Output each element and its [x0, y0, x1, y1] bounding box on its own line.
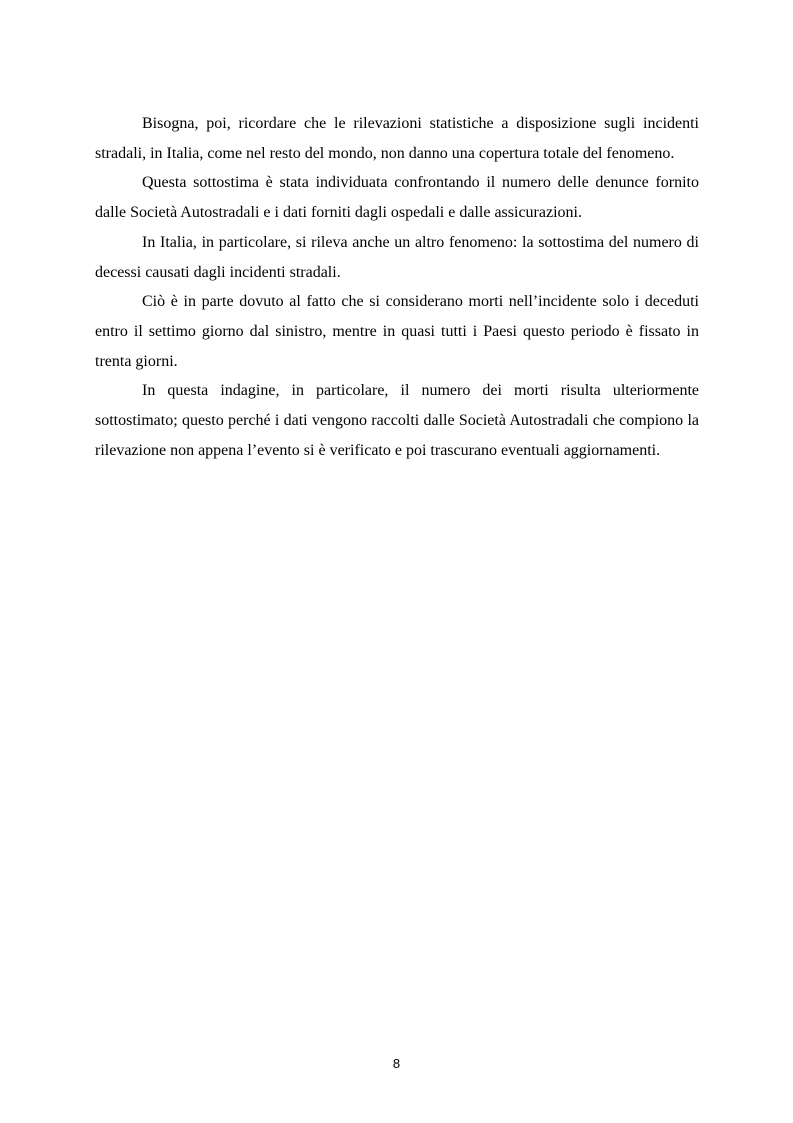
paragraph-2: Questa sottostima è stata individuata confrontando il numero delle denunce fornito dalle Società Autostradali e i dati forniti dagli ospedali e dalle assicurazioni. — [95, 174, 699, 222]
page-number: 8 — [392, 1056, 401, 1071]
paragraph-1: Bisogna, poi, ricordare che le rilevazioni statistiche a disposizione sugli incidenti stradali, in Italia, come nel resto del mondo, non danno una copertura totale del fenomeno. — [95, 115, 699, 162]
paragraph-5: In questa indagine, in particolare, il numero dei morti risulta ulteriormente sottostimato; questo perché i dati vengono raccolti dalle Società Autostradali che compiono la rilevazione non appena l’evento si è verificato e poi trascurano eventuali aggiornamenti. — [95, 382, 699, 459]
body-text — [95, 109, 699, 465]
paragraph-3: In Italia, in particolare, si rileva anche un altro fenomeno: la sottostima del numero di decessi causati dagli incidenti stradali. — [95, 233, 699, 281]
paragraph-4: Ciò è in parte dovuto al fatto che si considerano morti nell’incidente solo i deceduti entro il settimo giorno dal sinistro, mentre in quasi tutti i Paesi questo periodo è fissato in trenta giorni. — [95, 293, 699, 370]
